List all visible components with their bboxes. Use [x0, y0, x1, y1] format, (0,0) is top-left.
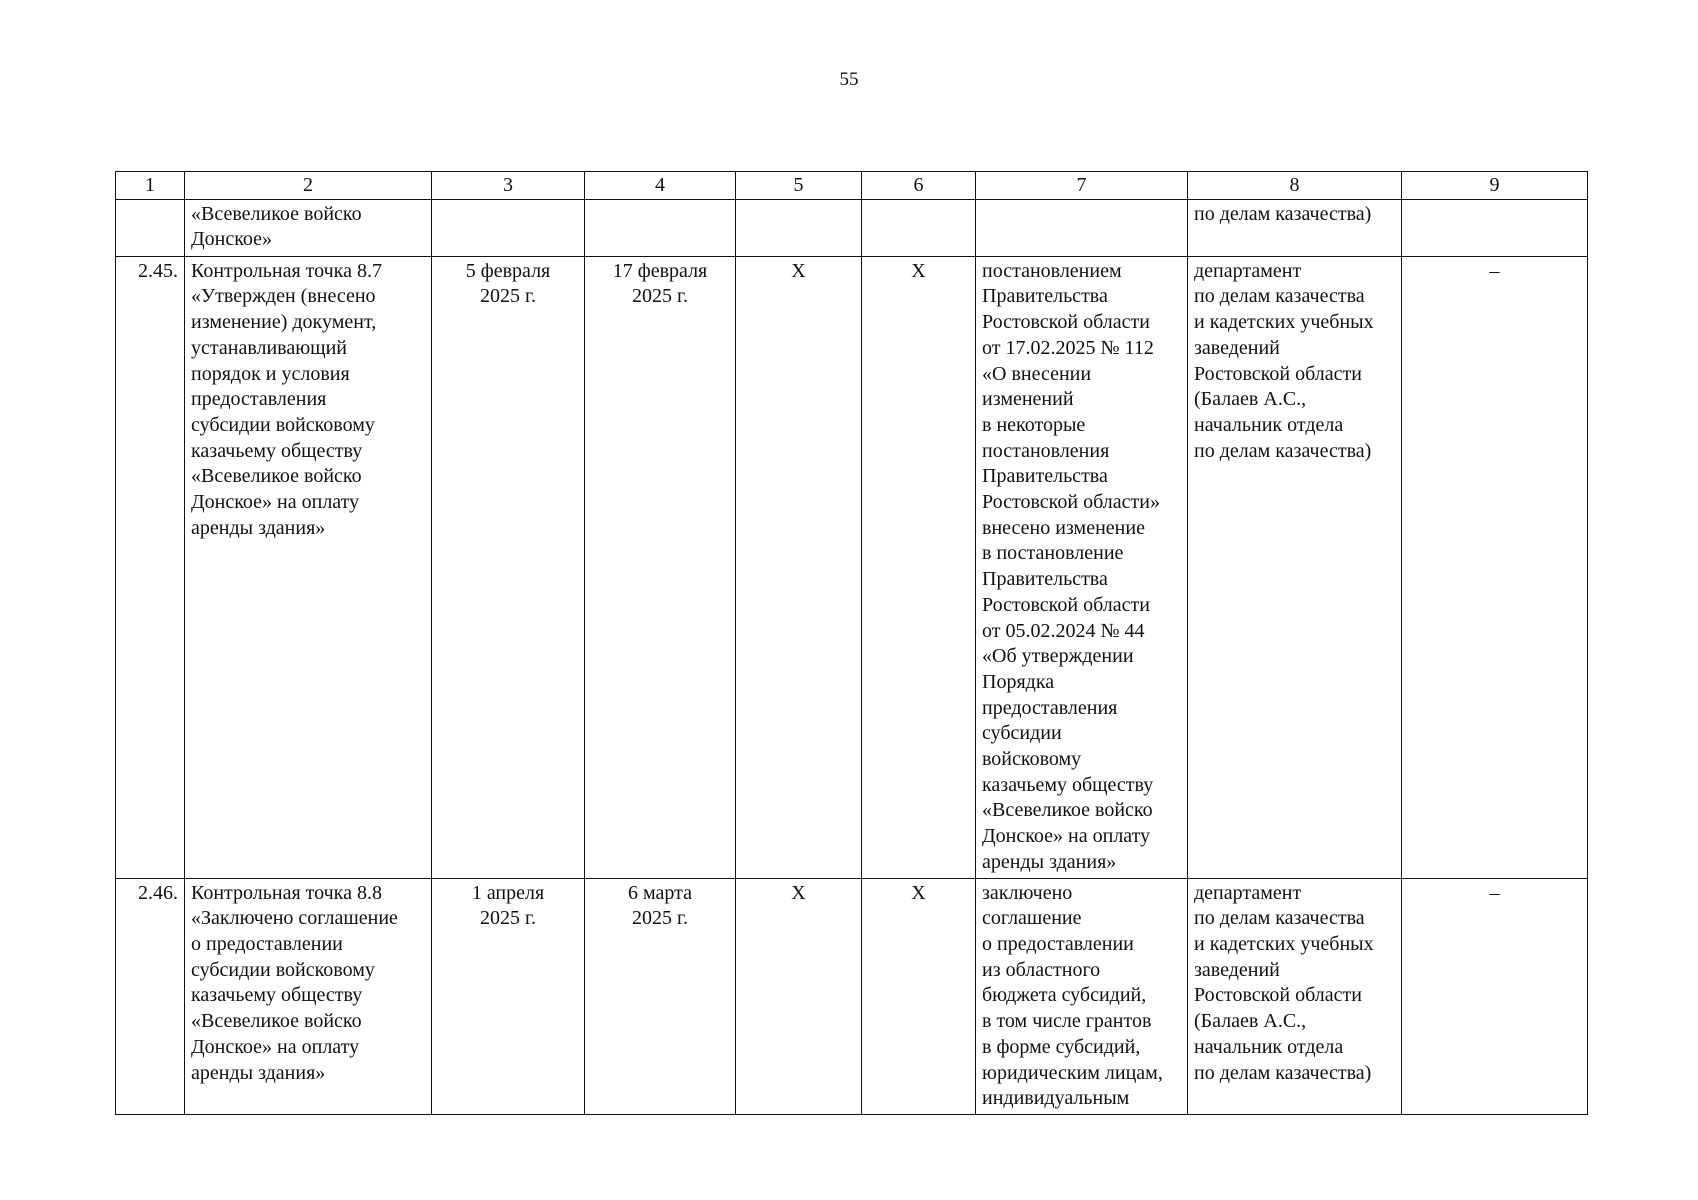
cell-text-line: 2025 г. [632, 907, 688, 930]
cell-text-line: субсидии войсковому [191, 413, 375, 436]
cell-text-line: департамент [1194, 259, 1302, 282]
header-cell: 2 [185, 172, 432, 200]
cell-text-line: из областного [982, 958, 1101, 981]
cell-text-line: 6 марта [628, 881, 692, 904]
row-number-cell [116, 199, 185, 256]
header-cell: 9 [1402, 172, 1588, 200]
cell-text-line: предоставления [191, 388, 327, 411]
cell-text-line: изменение) документ, [191, 311, 377, 334]
cell-text-line: в форме субсидий, [982, 1035, 1141, 1058]
table-row [116, 199, 1588, 256]
cell-text-line: предоставления [982, 696, 1118, 719]
control-points-table [115, 171, 1588, 1115]
cell-text-line: «Всевеликое войско [982, 799, 1153, 822]
cell-text-line: «Заключено соглашение [191, 907, 398, 930]
row-number-cell: 2.46. [116, 878, 185, 1114]
mark-cell [736, 199, 862, 256]
cell-text-line: 1 апреля [471, 881, 545, 904]
cell-text-line: Донское» на оплату [982, 825, 1151, 848]
cell-text-line: о предоставлении [191, 932, 343, 955]
actual-date-cell [585, 878, 736, 1114]
cell-text-line: «Об утверждении [982, 645, 1134, 668]
cell-text-line: порядок и условия [191, 362, 350, 385]
cell-text-line: начальник отдела [1194, 413, 1344, 436]
cell-text-line: по делам казачества) [1194, 439, 1372, 462]
header-cell: 6 [862, 172, 976, 200]
planned-date-cell [432, 878, 585, 1114]
cell-text-line: департамент [1194, 881, 1302, 904]
column-number-header-row [116, 172, 1588, 200]
cell-text-line: аренды здания» [982, 850, 1117, 873]
cell-text-line: Ростовской области» [982, 491, 1160, 514]
cell-text-line: в постановление [982, 542, 1124, 565]
cell-text-line: аренды здания» [191, 1061, 326, 1084]
cell-text-line: субсидии войсковому [191, 958, 375, 981]
cell-text-line: внесено изменение [982, 516, 1145, 539]
control-point-name-cell [185, 199, 432, 256]
result-cell [976, 878, 1188, 1114]
mark-cell: Х [736, 256, 862, 878]
cell-text-line: по делам казачества [1194, 907, 1365, 930]
cell-text-line: о предоставлении [982, 932, 1134, 955]
responsible-cell [1188, 878, 1402, 1114]
actual-date-cell [585, 256, 736, 878]
cell-text-line: изменений [982, 388, 1074, 411]
cell-text-line: устанавливающий [191, 336, 347, 359]
cell-text-line: Контрольная точка 8.7 [191, 259, 382, 282]
cell-text-line: «Всевеликое войско [191, 202, 362, 225]
cell-text-line: постановлением [982, 259, 1122, 282]
cell-text-line: Ростовской области [982, 593, 1150, 616]
table-row [116, 256, 1588, 878]
cell-text-line: начальник отдела [1194, 1035, 1344, 1058]
cell-text-line: соглашение [982, 907, 1082, 930]
control-point-name-cell [185, 878, 432, 1114]
cell-text-line: в некоторые [982, 413, 1086, 436]
cell-text-line: юридическим лицам, [982, 1061, 1163, 1084]
cell-text-line: Правительства [982, 465, 1108, 488]
cell-text-line: субсидии [982, 722, 1062, 745]
cell-text-line: постановления [982, 439, 1110, 462]
cell-text-line: Правительства [982, 285, 1108, 308]
mark-cell: Х [736, 878, 862, 1114]
cell-text-line: войсковому [982, 748, 1082, 771]
cell-text-line: Донское» на оплату [191, 491, 360, 514]
responsible-cell [1188, 256, 1402, 878]
header-cell: 5 [736, 172, 862, 200]
cell-text-line: по делам казачества) [1194, 1061, 1372, 1084]
table-row [116, 878, 1588, 1114]
cell-text-line: Ростовской области [1194, 362, 1362, 385]
cell-text-line: казачьему обществу [191, 984, 363, 1007]
cell-text-line: заведений [1194, 336, 1280, 359]
cell-text-line: 2025 г. [480, 285, 536, 308]
cell-text-line: заключено [982, 881, 1073, 904]
cell-text-line: Порядка [982, 670, 1055, 693]
cell-text-line: 5 февраля [465, 259, 551, 282]
responsible-cell [1188, 199, 1402, 256]
cell-text-line: и кадетских учебных [1194, 932, 1374, 955]
cell-text-line: Контрольная точка 8.8 [191, 881, 382, 904]
result-cell [976, 256, 1188, 878]
cell-text-line: по делам казачества [1194, 285, 1365, 308]
cell-text-line: Донское» [191, 228, 273, 251]
cell-text-line: Ростовской области [982, 311, 1150, 334]
page-number: 55 [839, 69, 859, 90]
row-number-cell: 2.45. [116, 256, 185, 878]
header-cell: 8 [1188, 172, 1402, 200]
cell-text-line: 17 февраля [612, 259, 708, 282]
cell-text-line: казачьему обществу [982, 773, 1154, 796]
cell-text-line: Правительства [982, 568, 1108, 591]
cell-text-line: от 17.02.2025 № 112 [982, 336, 1154, 359]
cell-text-line: «Всевеликое войско [191, 465, 362, 488]
cell-text-line: «О внесении [982, 362, 1092, 385]
mark-cell: Х [862, 256, 976, 878]
cell-text-line: (Балаев А.С., [1194, 1010, 1307, 1033]
result-cell [976, 199, 1188, 256]
cell-text-line: (Балаев А.С., [1194, 388, 1307, 411]
cell-text-line: в том числе грантов [982, 1010, 1152, 1033]
control-point-name-cell [185, 256, 432, 878]
planned-date-cell [432, 199, 585, 256]
cell-text-line: казачьему обществу [191, 439, 363, 462]
mark-cell: Х [862, 878, 976, 1114]
cell-text-line: по делам казачества) [1194, 202, 1372, 225]
header-cell: 3 [432, 172, 585, 200]
header-cell: 7 [976, 172, 1188, 200]
cell-text-line: 2025 г. [480, 907, 536, 930]
mark-cell [862, 199, 976, 256]
note-cell: – [1402, 256, 1588, 878]
note-cell [1402, 199, 1588, 256]
cell-text-line: «Утвержден (внесено [191, 285, 376, 308]
header-cell: 1 [116, 172, 185, 200]
cell-text-line: и кадетских учебных [1194, 311, 1374, 334]
cell-text-line: 2025 г. [632, 285, 688, 308]
actual-date-cell [585, 199, 736, 256]
planned-date-cell [432, 256, 585, 878]
cell-text-line: от 05.02.2024 № 44 [982, 619, 1145, 642]
header-cell: 4 [585, 172, 736, 200]
note-cell: – [1402, 878, 1588, 1114]
cell-text-line: Ростовской области [1194, 984, 1362, 1007]
cell-text-line: Донское» на оплату [191, 1035, 360, 1058]
cell-text-line: бюджета субсидий, [982, 984, 1147, 1007]
cell-text-line: индивидуальным [982, 1087, 1130, 1110]
cell-text-line: «Всевеликое войско [191, 1010, 362, 1033]
cell-text-line: заведений [1194, 958, 1280, 981]
cell-text-line: аренды здания» [191, 516, 326, 539]
